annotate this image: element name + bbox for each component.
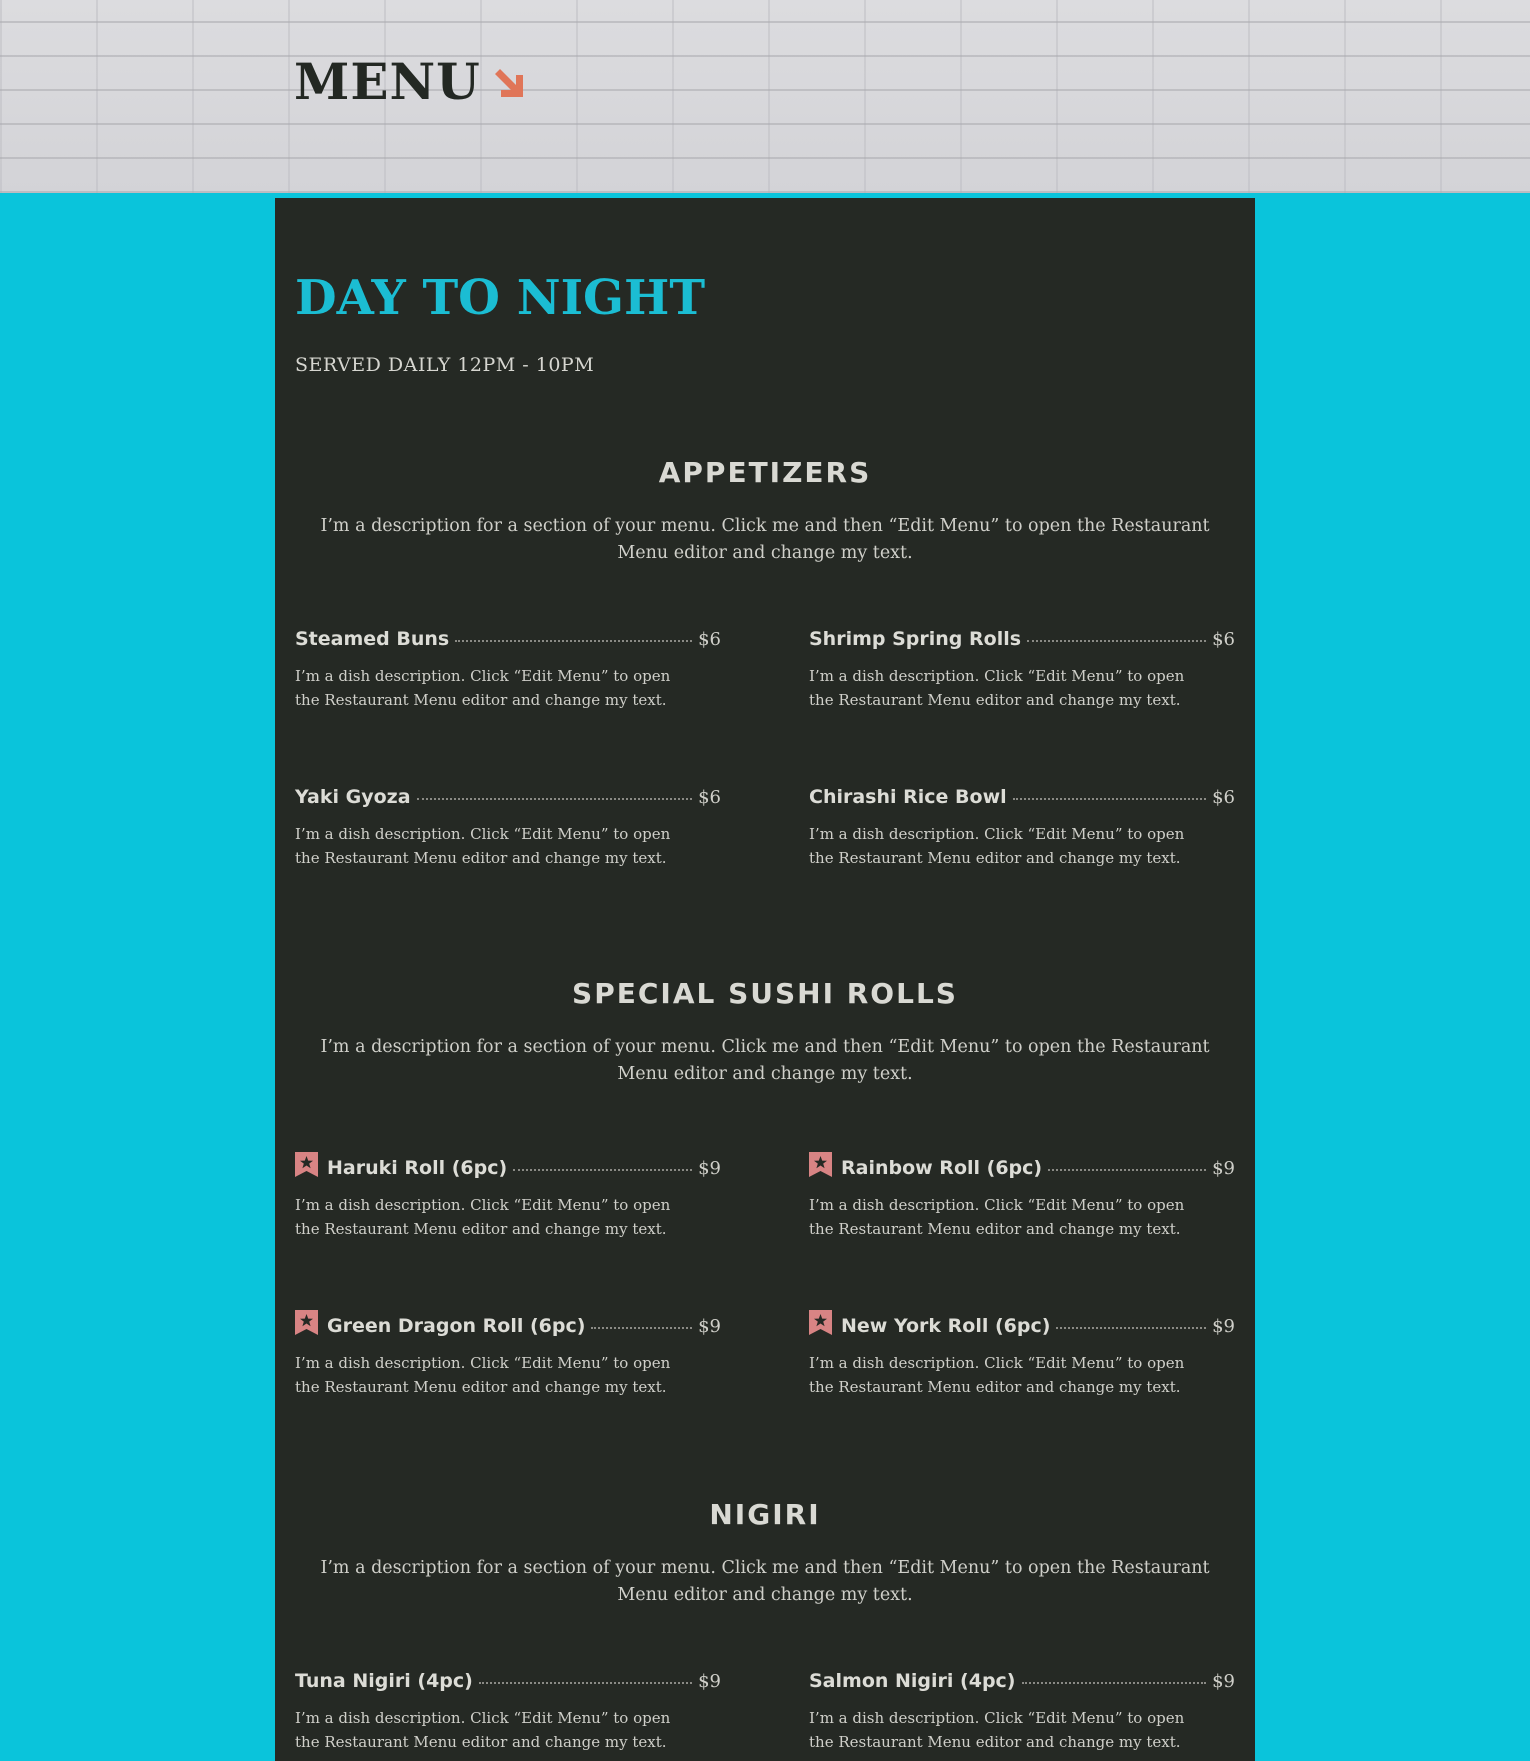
item-price: $6 bbox=[698, 629, 721, 650]
dot-leader bbox=[1056, 1327, 1206, 1329]
item-name: Chirashi Rice Bowl bbox=[809, 786, 1007, 808]
dot-leader bbox=[1022, 1682, 1207, 1684]
menu-item[interactable] bbox=[809, 1149, 1235, 1241]
served-hours: SERVED DAILY 12PM - 10PM bbox=[295, 354, 595, 376]
item-price: $9 bbox=[1212, 1671, 1235, 1692]
item-description: I’m a dish description. Click “Edit Menu” to open the Restaurant Menu editor and change my text. bbox=[809, 1196, 1185, 1238]
item-price: $6 bbox=[698, 787, 721, 808]
item-name: Tuna Nigiri (4pc) bbox=[295, 1670, 473, 1692]
item-name: Salmon Nigiri (4pc) bbox=[809, 1670, 1016, 1692]
item-description: I’m a dish description. Click “Edit Menu” to open the Restaurant Menu editor and change my text. bbox=[295, 1709, 671, 1751]
menu-item[interactable] bbox=[295, 1307, 721, 1399]
dot-leader bbox=[417, 798, 693, 800]
item-description: I’m a dish description. Click “Edit Menu” to open the Restaurant Menu editor and change my text. bbox=[295, 1354, 671, 1396]
item-description: I’m a dish description. Click “Edit Menu” to open the Restaurant Menu editor and change my text. bbox=[295, 1196, 671, 1238]
dot-leader bbox=[479, 1682, 692, 1684]
item-description: I’m a dish description. Click “Edit Menu” to open the Restaurant Menu editor and change my text. bbox=[809, 1354, 1185, 1396]
item-price: $9 bbox=[698, 1316, 721, 1337]
section-description-appetizers: I’m a description for a section of your menu. Click me and then “Edit Menu” to open the Restaurant Menu editor and change my text. bbox=[320, 516, 1210, 563]
item-name: Green Dragon Roll (6pc) bbox=[327, 1315, 586, 1337]
menu-item[interactable] bbox=[295, 628, 721, 712]
item-name: Haruki Roll (6pc) bbox=[327, 1157, 508, 1179]
menu-title: DAY TO NIGHT bbox=[295, 270, 706, 326]
item-price: $9 bbox=[1212, 1158, 1235, 1179]
menu-item[interactable] bbox=[295, 1149, 721, 1241]
star-badge-icon bbox=[809, 1310, 832, 1335]
header-banner bbox=[0, 0, 1530, 193]
dot-leader bbox=[1027, 640, 1206, 642]
section-description-nigiri: I’m a description for a section of your menu. Click me and then “Edit Menu” to open the Restaurant Menu editor and change my text. bbox=[320, 1558, 1210, 1605]
item-description: I’m a dish description. Click “Edit Menu” to open the Restaurant Menu editor and change my text. bbox=[809, 825, 1185, 867]
dot-leader bbox=[1013, 798, 1206, 800]
star-badge-icon bbox=[809, 1152, 832, 1177]
page-title: MENU bbox=[294, 52, 481, 111]
star-badge-icon bbox=[295, 1152, 318, 1177]
menu-item[interactable] bbox=[295, 1670, 721, 1754]
menu-item[interactable] bbox=[809, 1307, 1235, 1399]
item-name: Yaki Gyoza bbox=[295, 786, 411, 808]
section-title-nigiri: NIGIRI bbox=[709, 1498, 821, 1531]
dot-leader bbox=[1048, 1169, 1206, 1171]
menu-item[interactable] bbox=[809, 786, 1235, 870]
item-description: I’m a dish description. Click “Edit Menu” to open the Restaurant Menu editor and change my text. bbox=[295, 825, 671, 867]
menu-item[interactable] bbox=[295, 786, 721, 870]
star-badge-icon bbox=[295, 1310, 318, 1335]
item-name: Shrimp Spring Rolls bbox=[809, 628, 1022, 650]
menu-item[interactable] bbox=[809, 628, 1235, 712]
dot-leader bbox=[455, 640, 692, 642]
section-title-appetizers: APPETIZERS bbox=[658, 456, 872, 489]
arrow-down-right-icon bbox=[492, 66, 526, 100]
item-name: Steamed Buns bbox=[295, 628, 450, 650]
menu-panel bbox=[275, 198, 1255, 1761]
item-description: I’m a dish description. Click “Edit Menu” to open the Restaurant Menu editor and change my text. bbox=[809, 1709, 1185, 1751]
menu-item[interactable] bbox=[809, 1670, 1235, 1754]
item-price: $9 bbox=[698, 1671, 721, 1692]
item-price: $9 bbox=[698, 1158, 721, 1179]
item-name: New York Roll (6pc) bbox=[841, 1315, 1051, 1337]
item-description: I’m a dish description. Click “Edit Menu” to open the Restaurant Menu editor and change my text. bbox=[295, 667, 671, 709]
section-title-special-sushi-rolls: SPECIAL SUSHI ROLLS bbox=[572, 977, 958, 1010]
item-name: Rainbow Roll (6pc) bbox=[841, 1157, 1043, 1179]
item-description: I’m a dish description. Click “Edit Menu” to open the Restaurant Menu editor and change my text. bbox=[809, 667, 1185, 709]
dot-leader bbox=[513, 1169, 692, 1171]
item-price: $9 bbox=[1212, 1316, 1235, 1337]
dot-leader bbox=[591, 1327, 692, 1329]
section-description-special-sushi-rolls: I’m a description for a section of your menu. Click me and then “Edit Menu” to open the Restaurant Menu editor and change my text. bbox=[320, 1037, 1210, 1084]
item-price: $6 bbox=[1212, 629, 1235, 650]
item-price: $6 bbox=[1212, 787, 1235, 808]
